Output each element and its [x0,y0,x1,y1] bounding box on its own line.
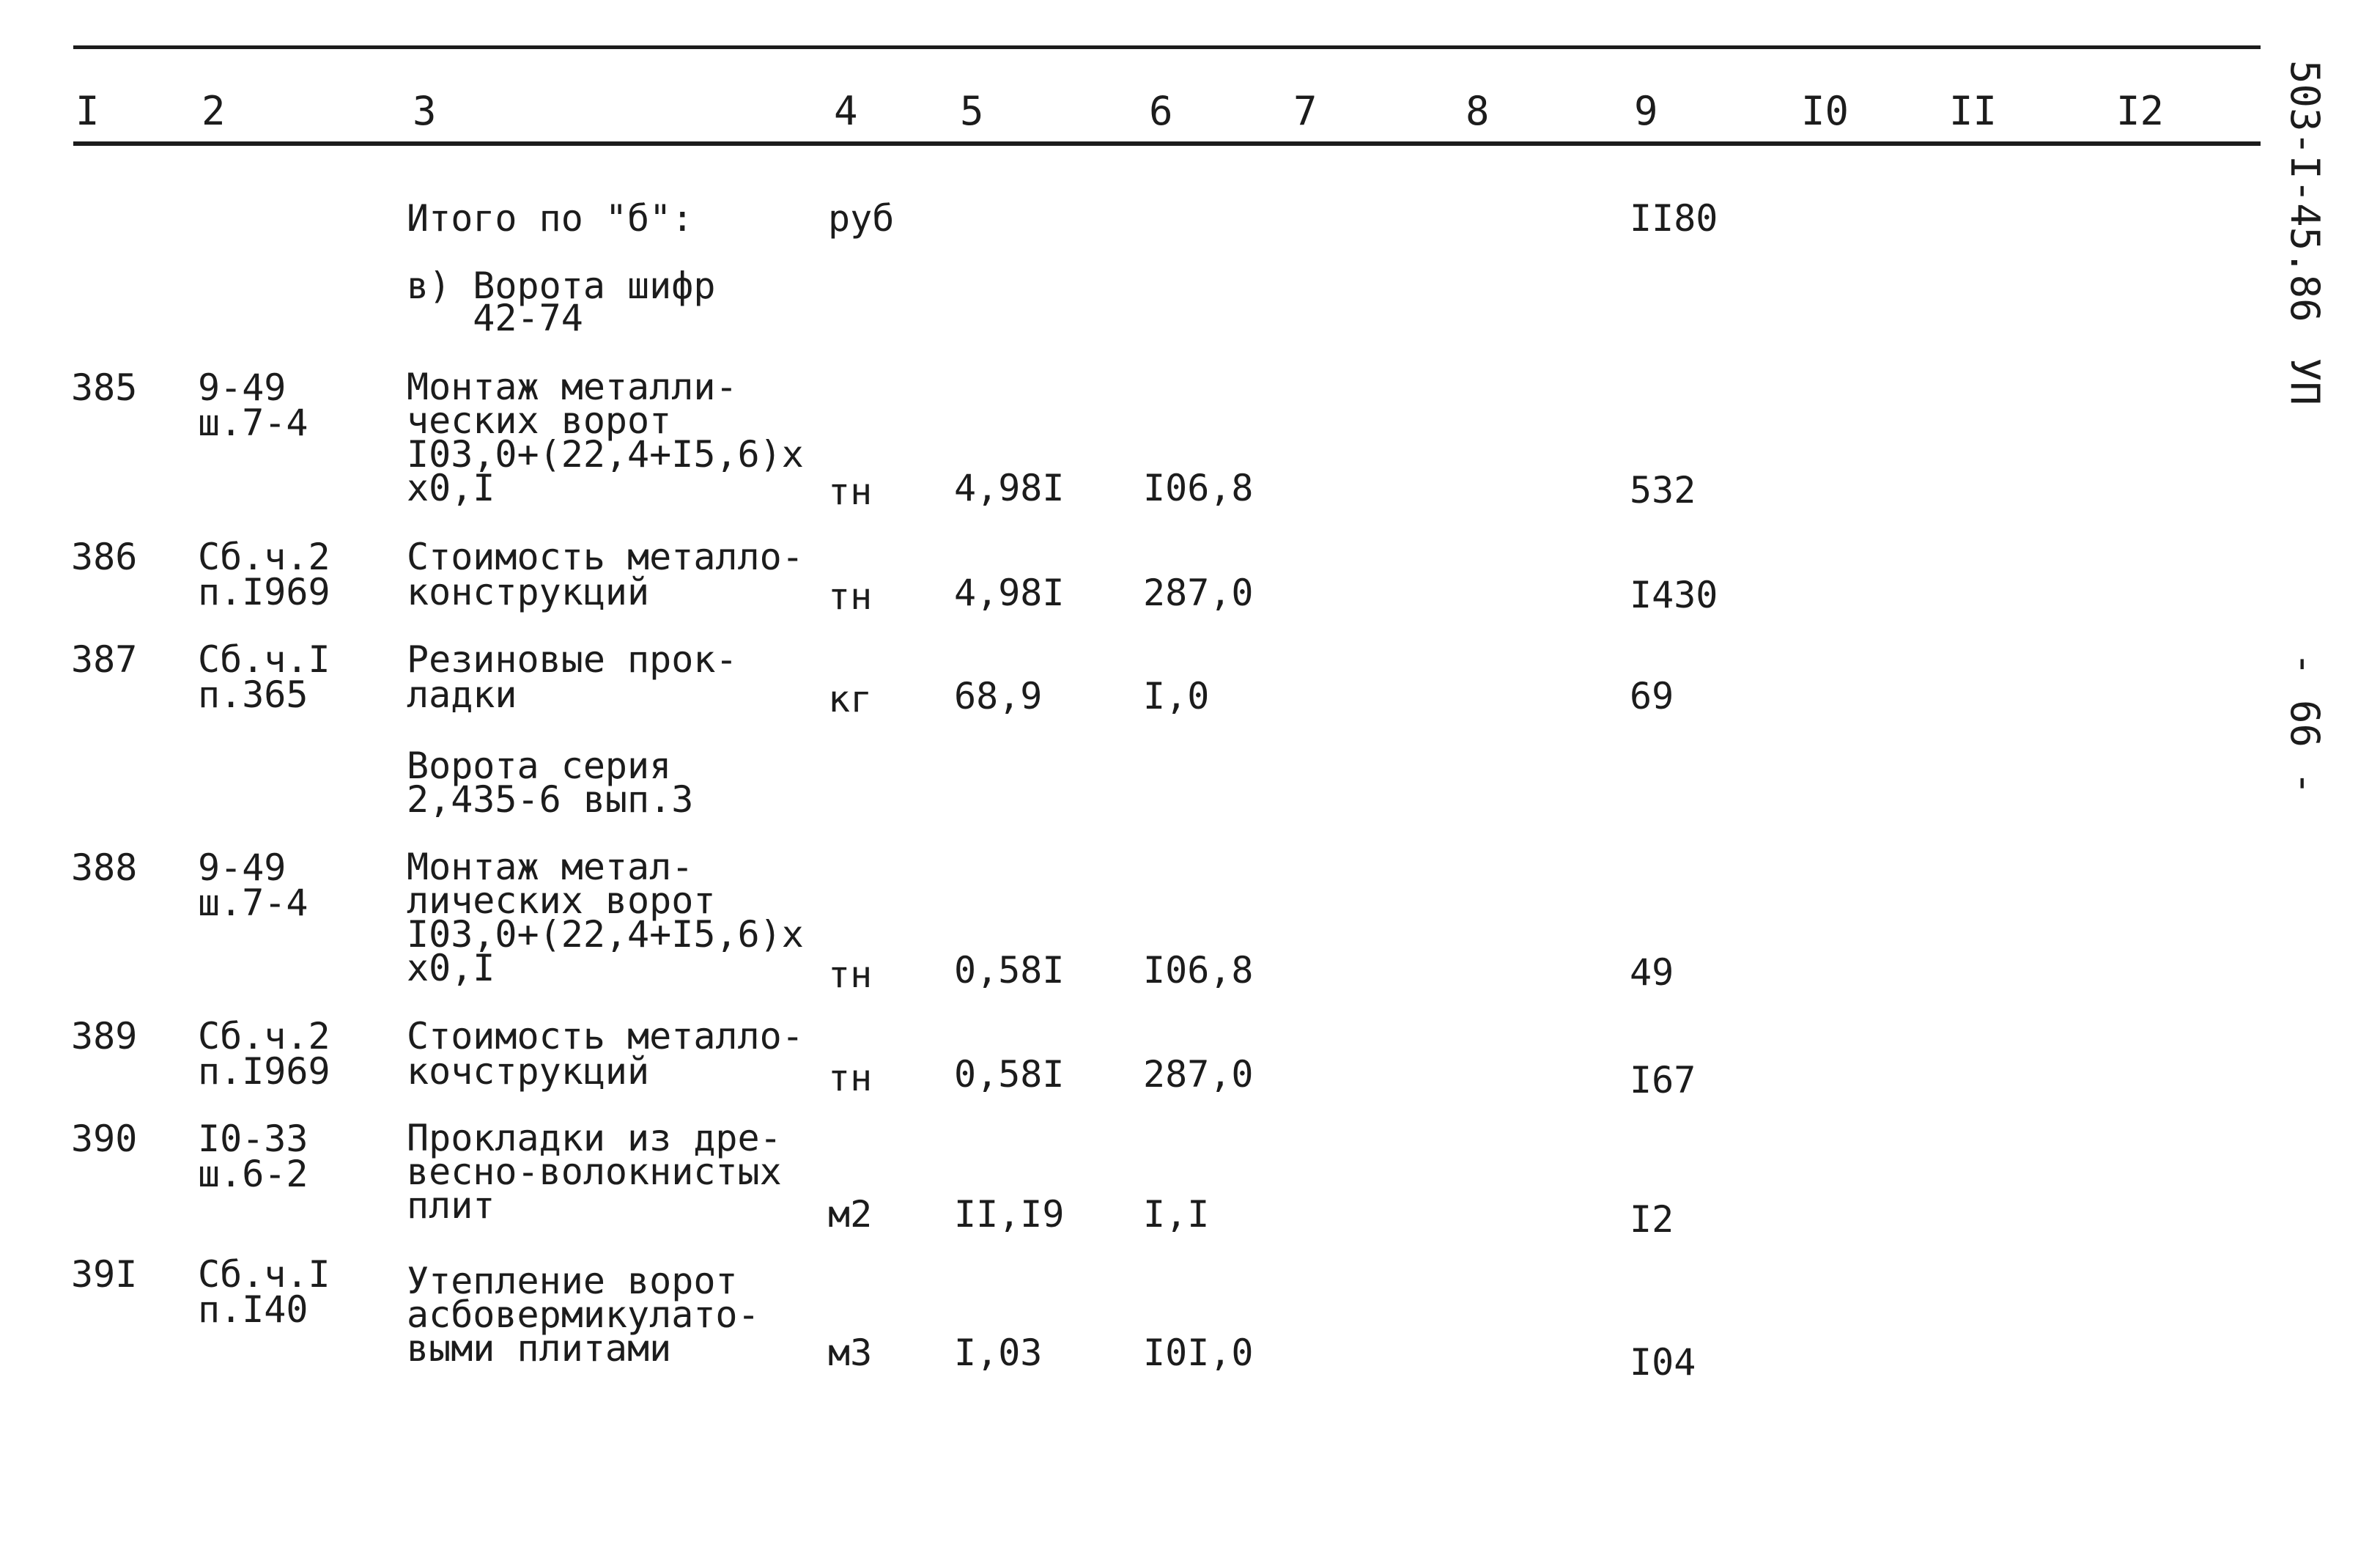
column-header-4: 4 [834,88,858,134]
row-name: Монтаж металли- ческих ворот I03,0+(22,4+I5,6)х х0,I [407,366,804,509]
row-quantity: I,03 [954,1332,1043,1374]
row-price: I06,8 [1143,467,1254,509]
column-header-10: I0 [1801,88,1849,134]
row-name: Монтаж метал- лических ворот I03,0+(22,4+I5,6)х х0,I [407,846,804,989]
column-header-2: 2 [202,88,226,134]
row-total: I67 [1630,1059,1696,1101]
row-unit: руб [828,197,895,240]
row-price: 287,0 [1143,572,1254,614]
row-total: I430 [1630,574,1718,616]
row-total: 49 [1630,951,1674,994]
row-unit: м2 [828,1193,873,1236]
row-unit: тн [828,953,873,996]
row-name: Стоимость металло- кочструкций [407,1015,804,1093]
row-number: 388 [71,846,138,889]
column-header-11: II [1949,88,1998,134]
document-code: 503-I-45.86 [2282,60,2328,322]
row-name: Итого по "б": [407,197,694,240]
section-heading: в) Ворота шифр 42-74 [407,265,716,339]
row-name: Стоимость металло- конструкций [407,536,804,613]
column-header-7: 7 [1293,88,1318,134]
row-quantity: 68,9 [954,675,1043,717]
row-number: 389 [71,1015,138,1057]
row-total: I2 [1630,1198,1674,1241]
row-total: I04 [1630,1341,1696,1384]
row-total: 532 [1630,469,1696,512]
row-name: Прокладки из дре- весно-волокнистых плит [407,1117,782,1227]
row-number: 387 [71,638,138,681]
row-price: 287,0 [1143,1053,1254,1096]
column-header-1: I [75,88,100,134]
row-price: I06,8 [1143,949,1254,992]
top-rule [73,45,2261,49]
row-price: I,0 [1143,675,1210,717]
row-number: 385 [71,366,138,409]
header-rule [73,141,2261,146]
row-name: Резиновые прок- ладки [407,638,738,716]
row-code: 9-49 ш.7-4 [198,366,308,444]
album-label: УП [2282,358,2328,406]
column-header-12: I2 [2116,88,2165,134]
row-unit: тн [828,575,873,618]
column-header-8: 8 [1466,88,1490,134]
row-quantity: 4,98I [954,572,1065,614]
row-unit: тн [828,470,873,513]
row-quantity: 4,98I [954,467,1065,509]
row-total: II80 [1630,197,1718,240]
row-price: I0I,0 [1143,1332,1254,1374]
row-code: Сб.ч.2 п.I969 [198,536,330,613]
row-code: I0-33 ш.6-2 [198,1118,308,1195]
row-total: 69 [1630,675,1674,717]
column-header-9: 9 [1634,88,1658,134]
row-name: Утепление ворот асбовермикулато- выми плитами [407,1260,760,1370]
page-number: - 66 - [2282,652,2328,796]
row-code: Сб.ч.I п.365 [198,638,330,716]
row-code: Сб.ч.I п.I40 [198,1253,330,1331]
row-code: Сб.ч.2 п.I969 [198,1015,330,1093]
section-heading: Ворота серия 2,435-6 вып.3 [407,745,694,821]
row-quantity: 0,58I [954,1053,1065,1096]
row-unit: кг [828,678,873,720]
row-number: 390 [71,1118,138,1160]
row-quantity: II,I9 [954,1193,1065,1236]
row-unit: тн [828,1057,873,1099]
row-number: 39I [71,1253,138,1296]
column-header-6: 6 [1149,88,1173,134]
row-code: 9-49 ш.7-4 [198,846,308,924]
column-header-5: 5 [960,88,984,134]
column-header-3: 3 [413,88,437,134]
row-price: I,I [1143,1193,1210,1236]
row-quantity: 0,58I [954,949,1065,992]
row-number: 386 [71,536,138,578]
row-unit: м3 [828,1332,873,1374]
